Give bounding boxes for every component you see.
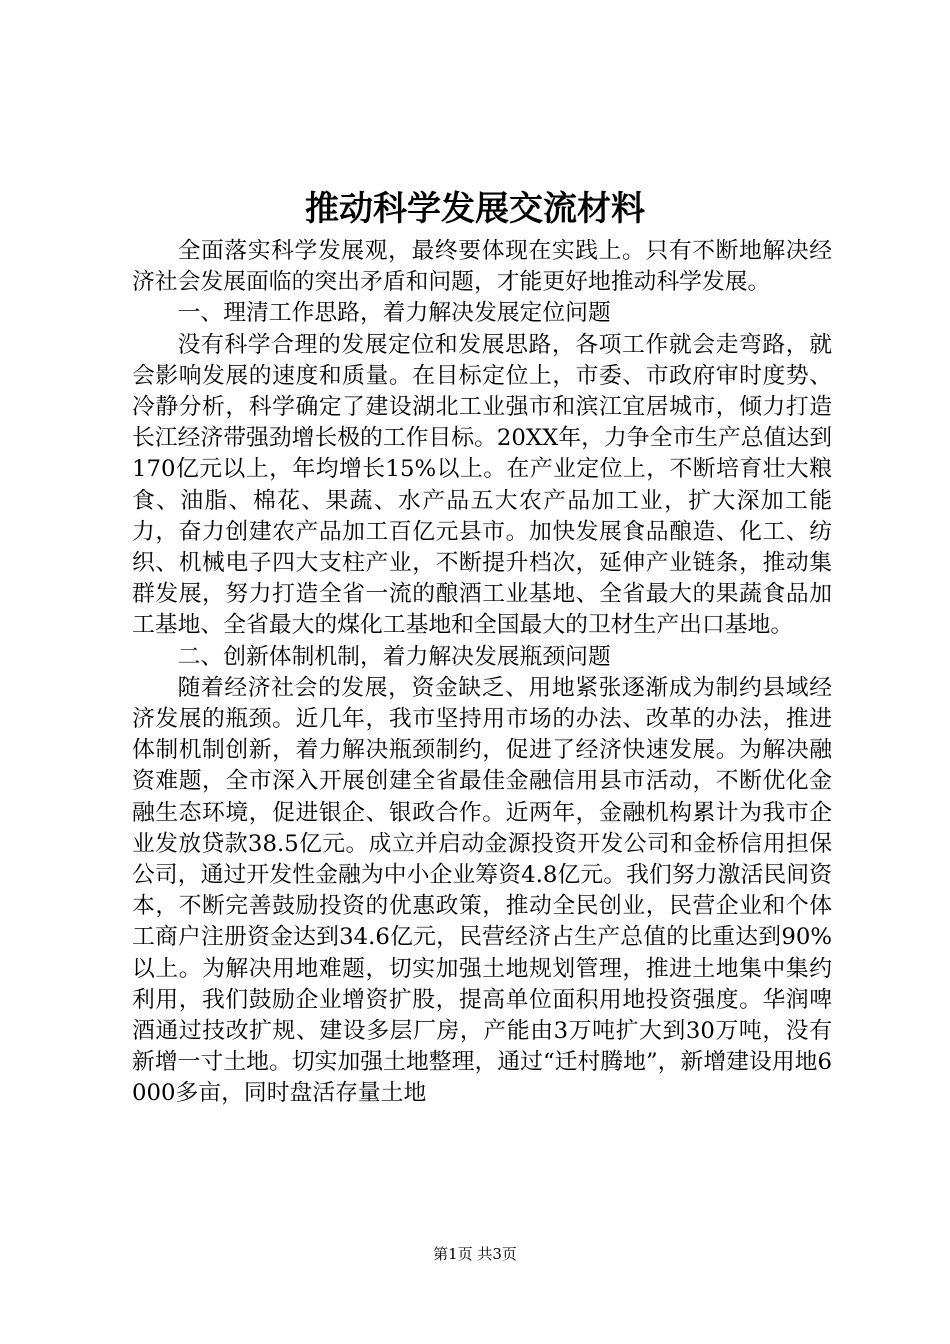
section-2-paragraph: 随着经济社会的发展，资金缺乏、用地紧张逐渐成为制约县域经济发展的瓶颈。近几年，我市坚持用市场的办法、改革的办法，推进体制机制创新，着力解决瓶颈制约，促进了经济快速发展。为解决融资难题，全市深入开展创建全省最佳金融信用县市活动，不断优化金融生态环境，促进银企、银政合作。近两年，金融机构累计为我市企业发放贷款38.5亿元。成立并启动金源投资开发公司和金桥信用担保公司，通过开发性金融为中小企业筹资4.8亿元。我们努力激活民间资本，不断完善鼓励投资的优惠政策，推动全民创业，民营企业和个体工商户注册资金达到34.6亿元，民营经济占生产总值的比重达到90%以上。为解决用地难题，切实加强土地规划管理，推进土地集中集约利用，我们鼓励企业增资扩股，提高单位面积用地投资强度。华润啤酒通过技改扩规、建设多层厂房，产能由3万吨扩大到30万吨，没有新增一寸土地。切实加强土地整理，通过“迁村腾地”，新增建设用地6000多亩，同时盘活存量土地: [132, 674, 832, 1107]
section-1-heading: 一、理清工作思路，着力解决发展定位问题: [177, 300, 611, 327]
section-1-paragraph: 没有科学合理的发展定位和发展思路，各项工作就会走弯路，就会影响发展的速度和质量。在目标定位上，市委、市政府审时度势、冷静分析，科学确定了建设湖北工业强市和滨江宜居城市，倾力打造长江经济带强劲增长极的工作目标。20XX年，力争全市生产总值达到170亿元以上，年均增长15%以上。在产业定位上，不断培育壮大粮食、油脂、棉花、果蔬、水产品五大农产品加工业，扩大深加工能力，奋力创建农产品加工百亿元县市。加快发展食品酿造、化工、纺织、机械电子四大支柱产业，不断提升档次，延伸产业链条，推动集群发展，努力打造全省一流的酿酒工业基地、全省最大的果蔬食品加工基地、全省最大的煤化工基地和全国最大的卫材生产出口基地。: [132, 331, 832, 639]
page-footer: 第1页 共3页: [433, 1245, 517, 1263]
section-2-heading: 二、创新体制机制，着力解决发展瓶颈问题: [177, 643, 611, 670]
intro-paragraph: 全面落实科学发展观，最终要体现在实践上。只有不断地解决经济社会发展面临的突出矛盾和问题，才能更好地推动科学发展。: [132, 238, 832, 296]
document-title: 推动科学发展交流材料: [305, 189, 645, 229]
document-body: [132, 236, 832, 1110]
